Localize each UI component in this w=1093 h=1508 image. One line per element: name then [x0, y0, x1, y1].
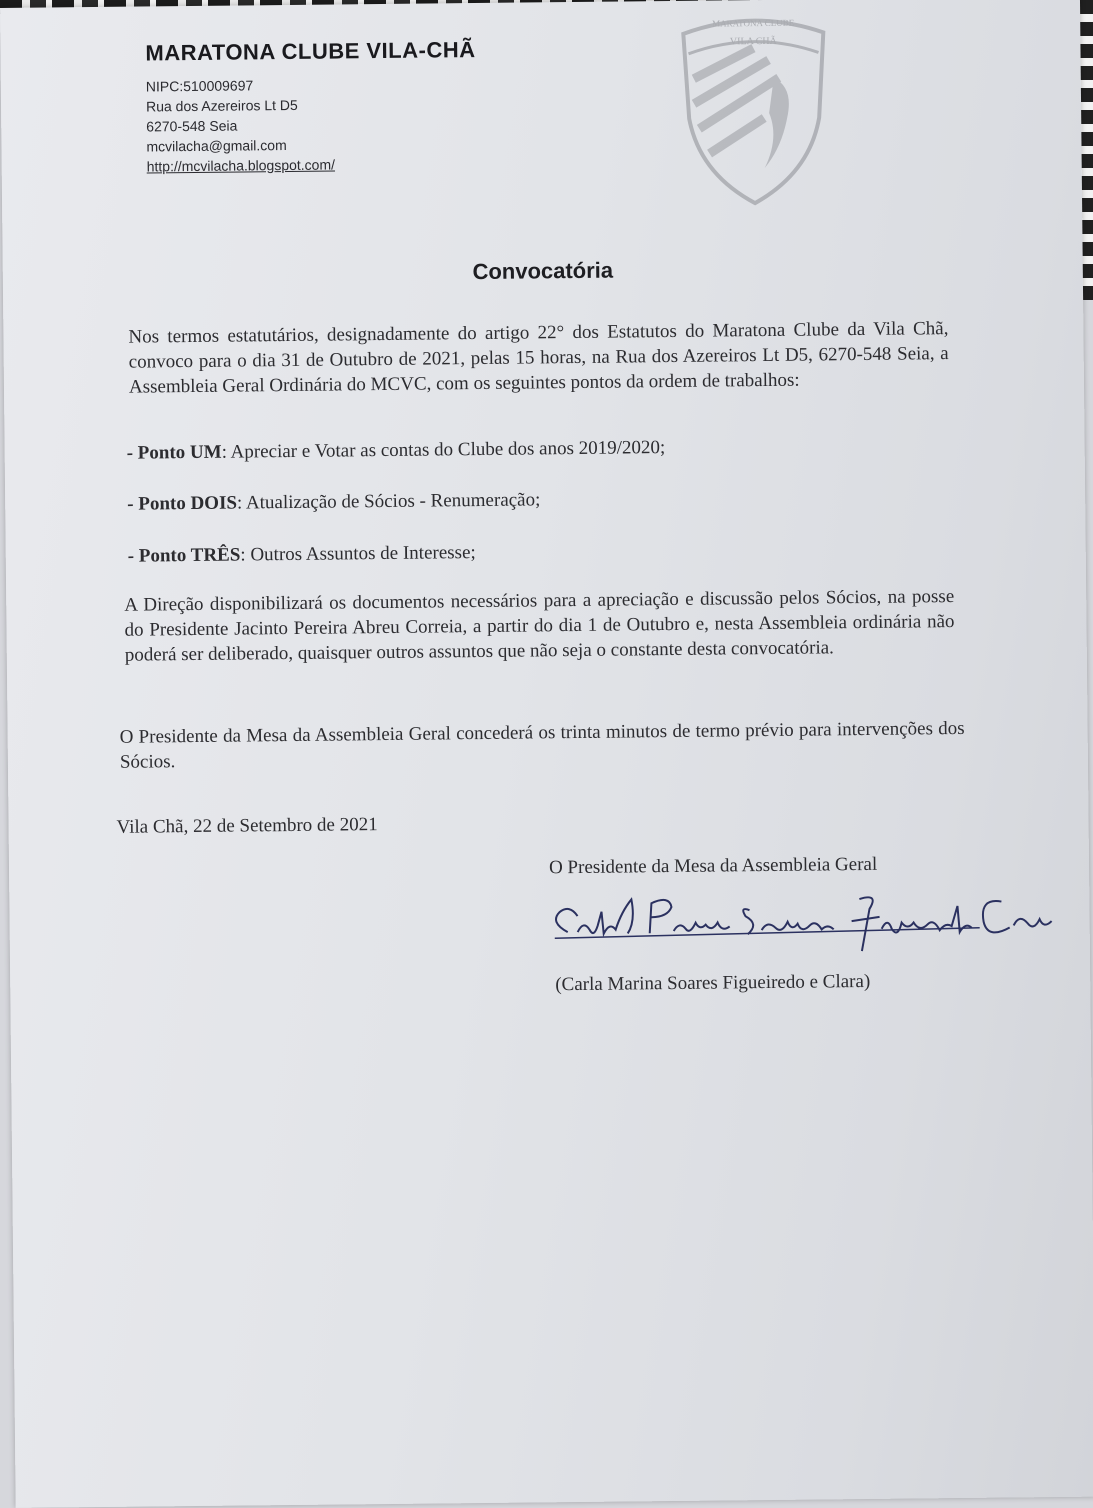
intro-paragraph: Nos termos estatutários, designadamente do artigo 22° dos Estatutos do Maratona Clube da Vila Chã, convoco para o dia 31 de Outubro de 2021, pelas 15 horas, na Rua dos Azereiros Lt D5, 6270-548 Seia, a Assembleia Geral Ordinária do MCVC, com os seguintes pontos da ordem de trabalhos:: [128, 318, 949, 398]
agenda-point-3: [128, 542, 476, 568]
documents-paragraph: A Direção disponibilizará os documentos necessários para a apreciação e discussão pelos Sócios, na posse do Presidente Jacinto Pereira Abreu Correia, a partir do dia 1 de Outubro e, nesta Assembleia ordinária não poderá ser deliberado, quaisquer outros assuntos que não seja o constante desta convocatória.: [124, 586, 955, 666]
agenda-point-label: - Ponto UM: [126, 441, 222, 464]
email: mcvilacha@gmail.com: [146, 137, 287, 155]
letterhead: [145, 37, 476, 176]
signatory-title: O Presidente da Mesa da Assembleia Geral: [548, 853, 878, 879]
date-line: Vila Chã, 22 de Setembro de 2021: [116, 814, 378, 838]
document-title: Convocatória: [472, 257, 614, 285]
agenda-point-1: [127, 437, 666, 465]
agenda-point-label: - Ponto DOIS: [127, 492, 238, 515]
signatory-name: (Carla Marina Soares Figueiredo e Clara): [555, 970, 871, 996]
agenda-point-text: : Atualização de Sócios - Renumeração;: [236, 489, 541, 514]
club-name: MARATONA CLUBE VILA-CHÃ: [145, 37, 476, 66]
agenda-point-2: [127, 489, 540, 515]
crest-text-bottom: VILA CHÃ: [729, 35, 777, 48]
address-line-1: Rua dos Azereiros Lt D5: [145, 96, 298, 115]
nipc: NIPC:510009697: [145, 77, 254, 95]
club-crest-icon: [668, 7, 840, 209]
address-line-2: 6270-548 Seia: [146, 117, 238, 135]
agenda-point-text: : Outros Assuntos de Interesse;: [240, 542, 476, 566]
agenda-point-text: : Apreciar e Votar as contas do Clube dos anos 2019/2020;: [221, 437, 666, 463]
website-link[interactable]: http://mcvilacha.blogspot.com/: [146, 156, 336, 175]
interventions-paragraph: O Presidente da Mesa da Assembleia Geral concederá os trinta minutos de termo prévio para intervenções dos Sócios.: [119, 717, 965, 773]
agenda-point-label: - Ponto TRÊS: [127, 544, 241, 567]
crest-text-top: MARATONA CLUBE: [712, 17, 795, 29]
handwritten-signature: [539, 877, 1060, 962]
